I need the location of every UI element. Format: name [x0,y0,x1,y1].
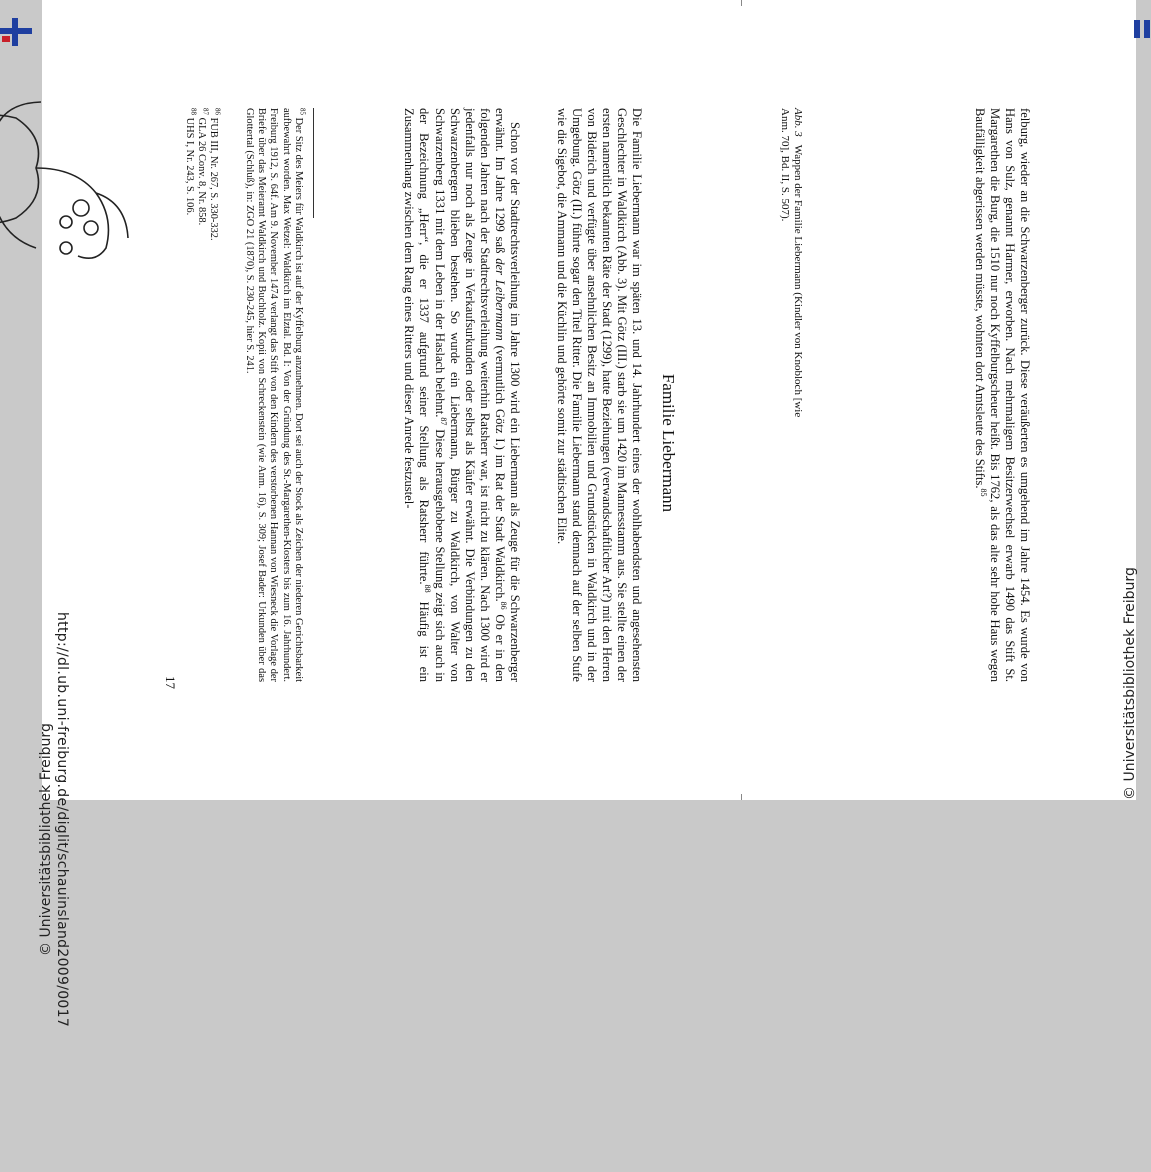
footnote-ref: 86 [499,601,509,610]
footnote-85: $^{85}$ Der Sitz des Meiers für Waldkirch ist auf der Kyffelburg anzunehmen. Dort sei auch der Stock als Zeichen der niederen Gerichtsbarkeit aufbewahrt worden. Max Wetzel: Waldkirch im Elztal. Bd. I: Von der Gründung des St.-Margarethen-Klosters bis zum 16. Jahrhundert. Freiburg 1912, S. 64f. Am 9. November 1474 verlangt das Stift von den Kindern des verstorbenen Hannan von Wiesneck die Vorlage der Briefe über das Meieramt Waldkirch und Buchholz. Kopii von Schreckenstein (wie Anm. 16), S. 309; Josef Bader: Urkunden über das Glottertal (Schluß), in: ZGO 21 (1870), S. 230-245, hier S. 241. [243,108,307,683]
figure-caption [778,108,804,438]
footnote-ref: 88 [423,584,433,593]
footnote-ref: 85 [978,488,988,497]
crop-mark [741,0,742,6]
footnote-separator [313,108,314,218]
footnote-87: $^{87}$ GLA 26 Conv. 8, Nr. 858. [196,108,210,226]
footnote-86: $^{86}$ FUB III, Nr. 267, S. 330-332. [208,108,222,241]
registration-marker-icon [1134,18,1151,40]
color-registration-mark-icon [0,14,40,54]
rotated-page-content [38,0,1138,1028]
footnote-ref: 87 [438,417,448,426]
watermark-copyright: © Universitätsbibliothek Freiburg [38,723,54,956]
caption-label: Abb. 3 [792,108,804,137]
body-paragraph-2: Schon vor der Stadtrechtsverleihung im Jahre 1300 wird ein Liebermann als Zeuge für die Schwarzenberger erwähnt. Im Jahre 1299 saß der Leibermann (vermutlich Götz I.) im Rat der Stadt Waldkirch.$^{86}$ Ob er in den folgenden Jahren nach der Stadtrechtsverleihung weiterhin Ratsherr war, ist nicht zu klären. Nach 1300 wird er jedenfalls nur noch als Zeuge in Verkaufsurkunden oder selbst als Käufer erwähnt. Die Verbindungen zu den Schwarzenbergern blieben bestehen. So wurde ein Liebermann, Bürger zu Waldkirch, von Walter von Schwarzenberg 1331 mit dem Leben in der Haslach belehnt.$^{87}$ Diese herausgehobene Stellung zeigt sich auch in der Bezeichnung „Herr“, die er 1337 aufgrund seiner Stellung als Ratsherr führte.$^{88}$ Häufig ist ein Zusammenhang zwischen dem Rang eines Ritters und dieser Anrede festzustel- [402,108,522,682]
page-number: 17 [163,676,178,689]
section-heading: Familie Liebermann [659,373,678,513]
crop-mark [741,794,742,800]
watermark-copyright-top: © Universitätsbibliothek Freiburg [1122,567,1138,800]
body-paragraph-1: Die Familie Liebermann war im späten 13. und 14. Jahrhundert eines der wohlhabendsten und angesehensten Geschlechter in Waldkirch (Abb. 3). Mit Götz (III.) starb sie um 1420 im Mannesstamm aus. Sie stellte einen der ersten namentlich bekannten Räte der Stadt (1299), hatte Beziehungen (verwandschaftlicher Art?) mit den Herren von Biderich und verfügte über ansehnlichen Besitz an Immobilien und Grundstücken in Waldkirch und in der Umgebung. Götz (II.) führte sogar den Titel Ritter. Die Familie Liebermann stand demnach auf der selben Stufe wie die Sigebot, die Ammann und die Küchlin und gehörte somit zur städtischen Elite. [554,108,644,682]
caption-text: Wappen der Familie Liebermann (Kindler von Knobloch [wie Anm. 70], Bd. II, S. 507). [779,108,804,418]
footnote-88: $^{88}$ UHS I, Nr. 243, S. 106. [184,108,198,216]
liebermann-coat-of-arms-image [0,98,136,268]
intro-paragraph: felburg, wieder an die Schwarzenberger zurück. Diese veräußerten es umgehend im Jahre 1454. Es wurde von Hans von Sulz, genannt Harmer, erworben. Nach mehrmaligem Besitzerwechsel erwarb 1490 das Stift St. Margarethen die Burg, die 1510 nur noch Kyffelburgscheuer heißt. Bis 1762, als das alte sehr hohe Haus wegen Baufälligkeit abgerissen werden müsste, wohnten dort Amtsleute des Stifts.$^{85}$ [972,108,1032,682]
watermark-url: http://dl.ub.uni-freiburg.de/diglit/schauinsland2009/0017 [54,612,70,1028]
italic-term: der Leibermann [492,258,507,341]
document-page [38,0,1138,1028]
